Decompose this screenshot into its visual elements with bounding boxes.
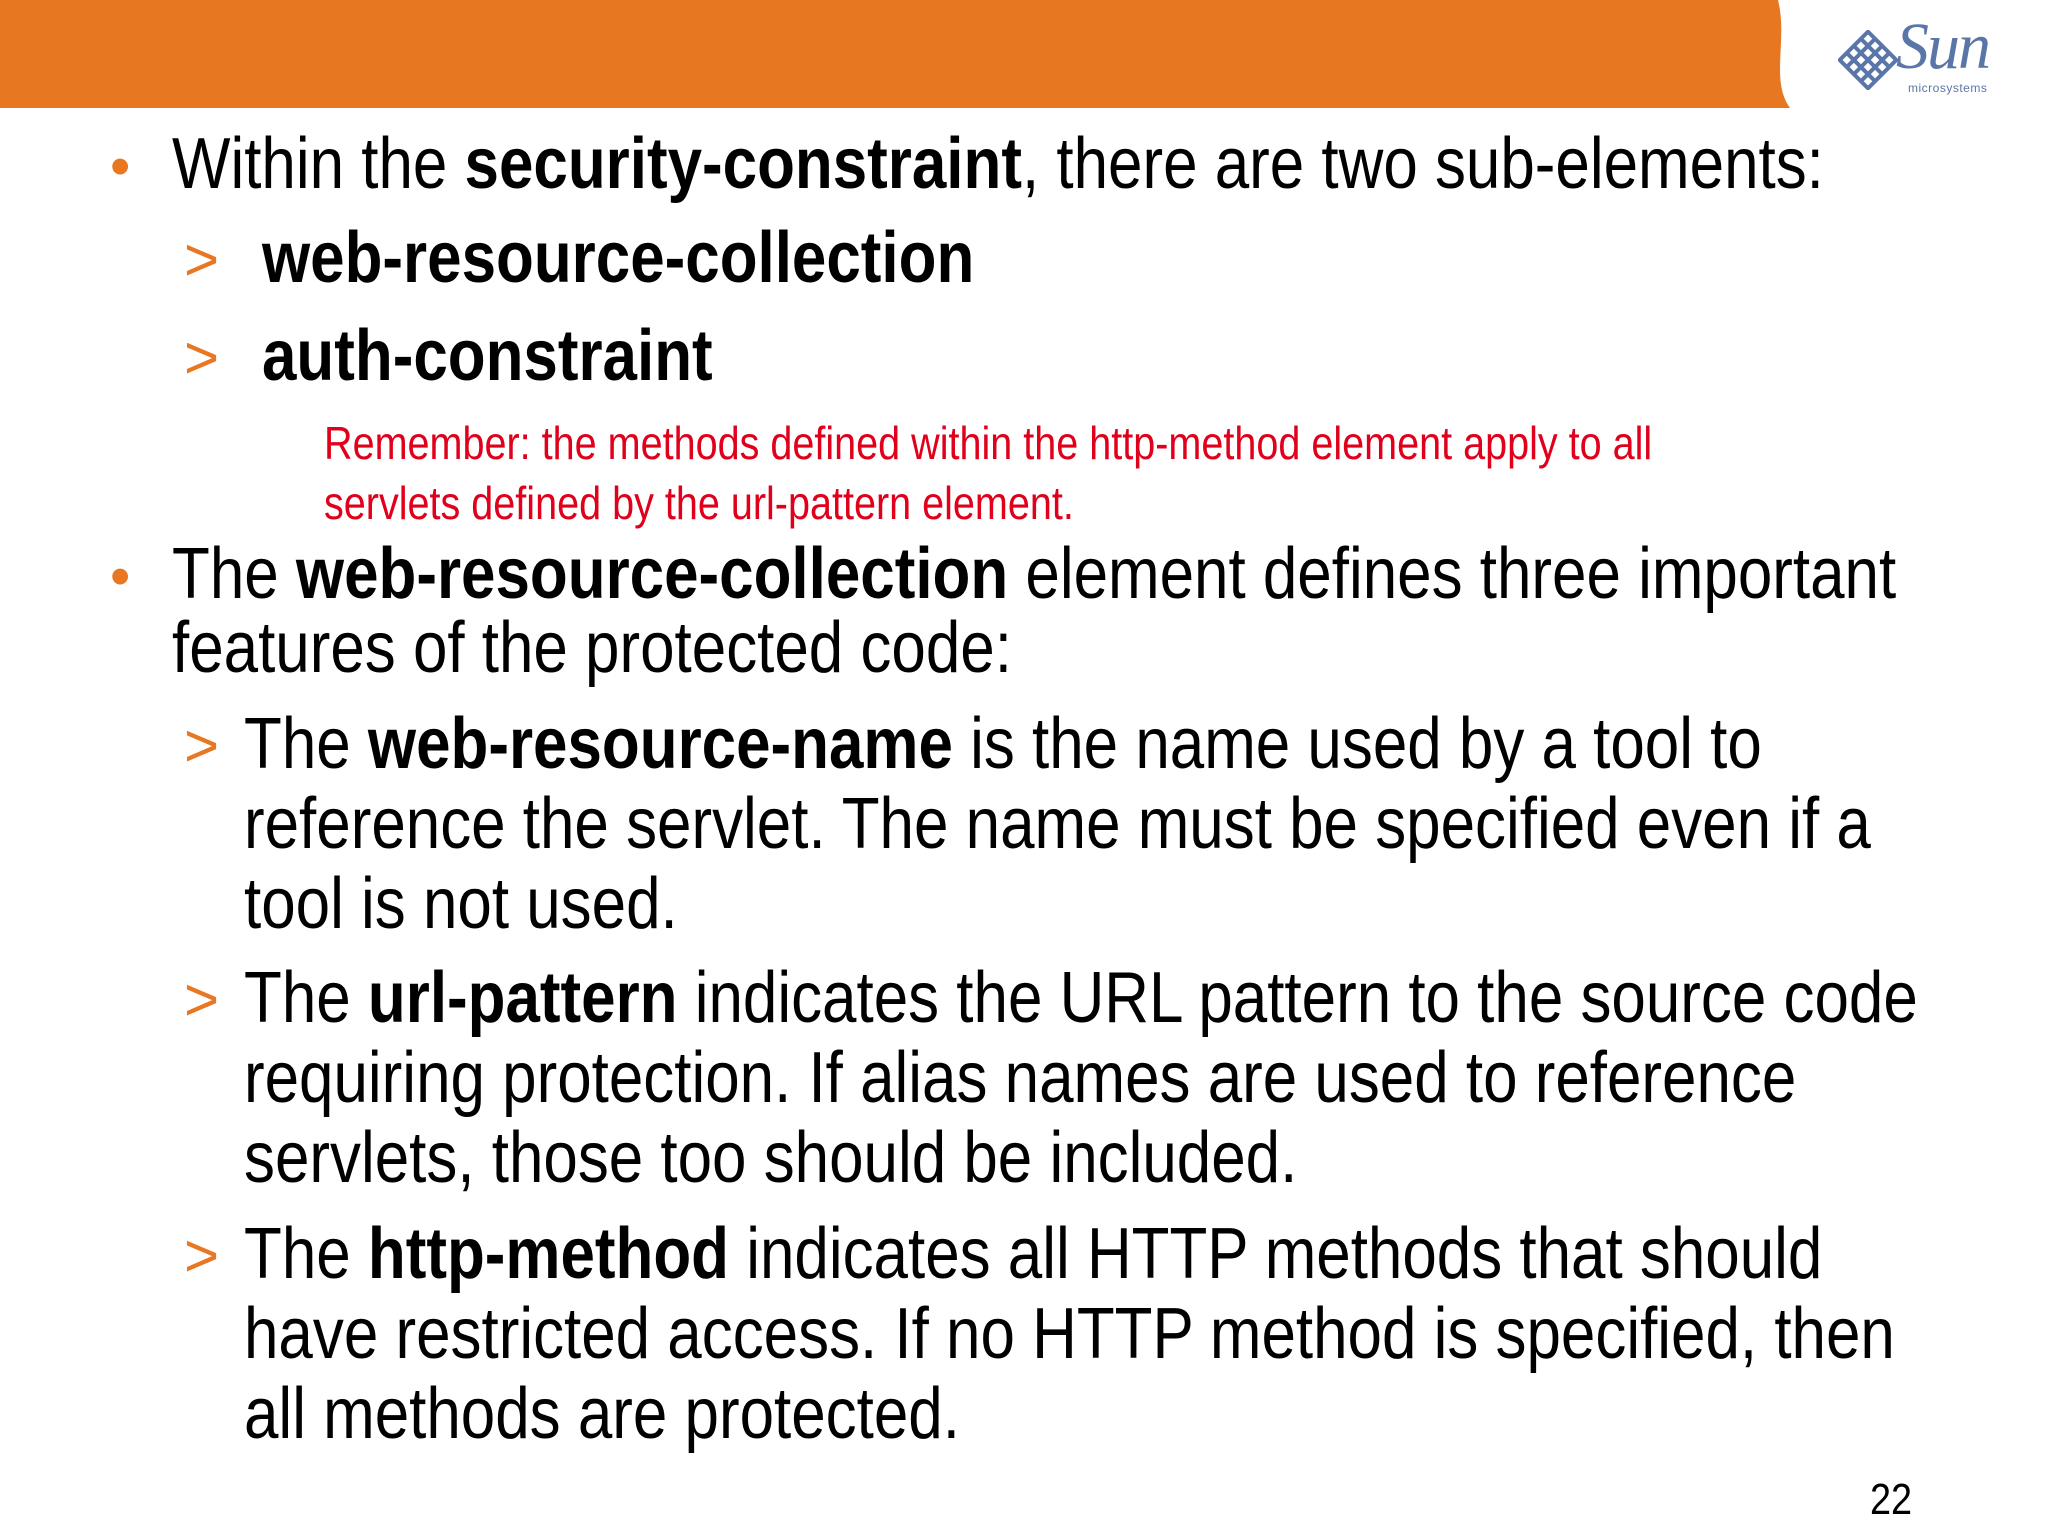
sub-3-line-1 bbox=[244, 1214, 1823, 1294]
term-url-pattern: url-pattern bbox=[367, 958, 678, 1038]
text-span: The bbox=[172, 534, 296, 614]
bullet-marker: • bbox=[110, 544, 131, 609]
sub-3-line-2: have restricted access. If no HTTP method is specified, then bbox=[244, 1294, 1895, 1374]
logo-subtitle: microsystems bbox=[1908, 81, 1988, 95]
text-span: is the name used by a tool to bbox=[952, 704, 1762, 784]
bullet-2-line-1 bbox=[172, 534, 1897, 614]
text-span: indicates the URL pattern to the source code bbox=[677, 958, 1918, 1038]
bullet-1-text bbox=[172, 124, 1824, 204]
sun-diamond-icon bbox=[1838, 30, 1898, 90]
sub-1-line-3: tool is not used. bbox=[244, 864, 678, 944]
sub-marker: > bbox=[184, 226, 220, 293]
text-span: Within the bbox=[172, 124, 465, 204]
bullet-2-line-2: features of the protected code: bbox=[172, 608, 1012, 688]
page-number: 22 bbox=[1870, 1475, 1913, 1524]
term-text: web-resource-collection bbox=[262, 218, 975, 298]
sub-marker: > bbox=[184, 324, 220, 391]
note-line-1: Remember: the methods defined within the http-method element apply to all bbox=[324, 417, 1653, 469]
sub-item-web-resource-collection bbox=[262, 218, 975, 298]
note-line-2: servlets defined by the url-pattern element. bbox=[324, 477, 1074, 529]
sub-2-line-1 bbox=[244, 958, 1918, 1038]
term-http-method: http-method bbox=[367, 1214, 729, 1294]
text-span: element defines three important bbox=[1008, 534, 1897, 614]
header-band bbox=[0, 0, 2048, 108]
text-span: , there are two sub-elements: bbox=[1021, 124, 1824, 204]
sub-2-line-2: requiring protection. If alias names are used to reference bbox=[244, 1038, 1797, 1118]
text-span: The bbox=[244, 704, 368, 784]
sub-marker: > bbox=[184, 712, 220, 779]
text-span: indicates all HTTP methods that should bbox=[728, 1214, 1823, 1294]
sub-marker: > bbox=[184, 1222, 220, 1289]
text-span: The bbox=[244, 1214, 368, 1294]
bullet-marker: • bbox=[110, 134, 131, 199]
sub-item-auth-constraint bbox=[262, 316, 713, 396]
sub-1-line-2: reference the servlet. The name must be specified even if a bbox=[244, 784, 1871, 864]
logo-word: Sun bbox=[1896, 10, 1989, 83]
term-text: auth-constraint bbox=[262, 316, 713, 396]
sub-1-line-1 bbox=[244, 704, 1762, 784]
term-security-constraint: security-constraint bbox=[464, 124, 1022, 204]
sub-3-line-3: all methods are protected. bbox=[244, 1374, 960, 1454]
term-web-resource-collection: web-resource-collection bbox=[295, 534, 1009, 614]
text-span: The bbox=[244, 958, 368, 1038]
sun-logo bbox=[1838, 10, 2008, 104]
sub-marker: > bbox=[184, 966, 220, 1033]
term-web-resource-name: web-resource-name bbox=[367, 704, 953, 784]
sub-2-line-3: servlets, those too should be included. bbox=[244, 1118, 1298, 1198]
